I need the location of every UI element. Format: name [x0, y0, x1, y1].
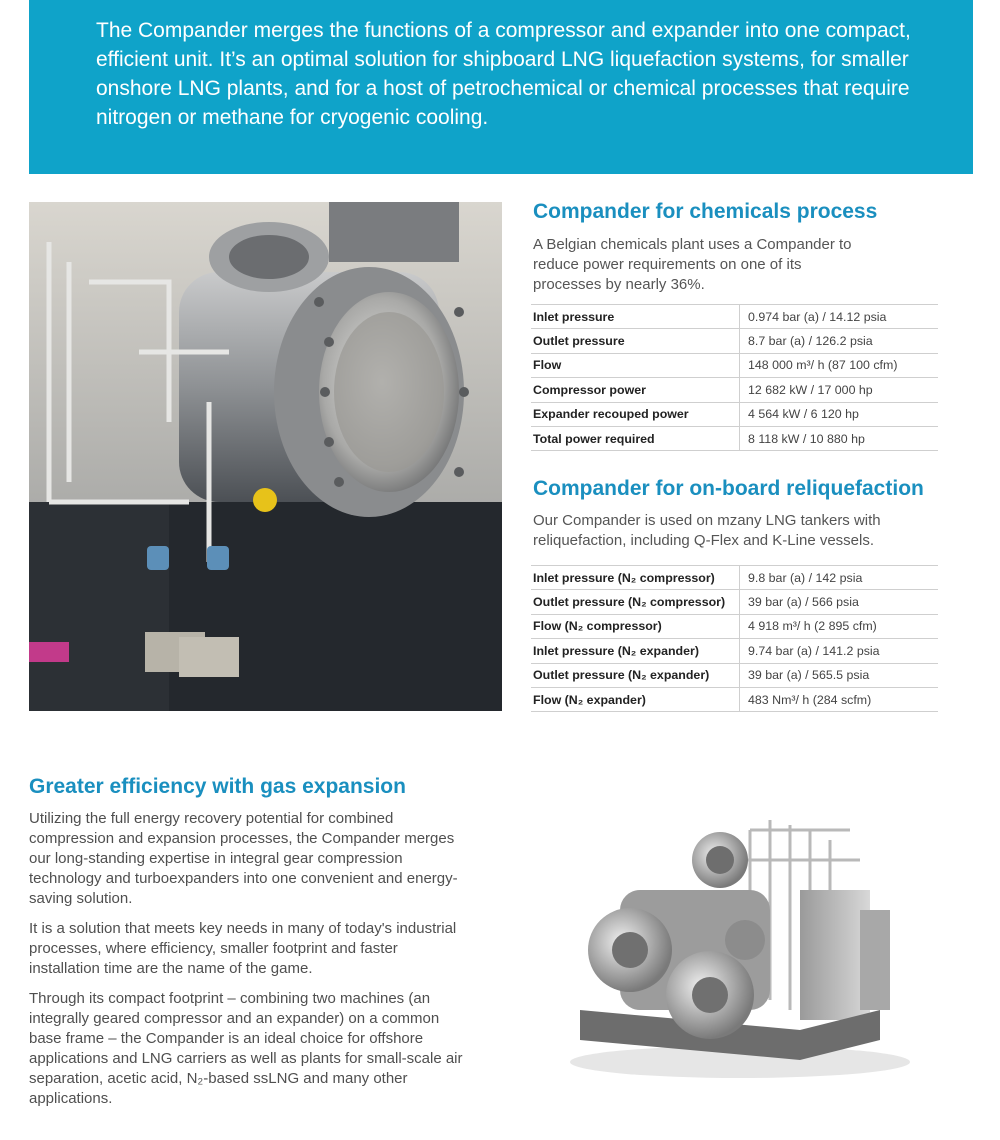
spec-label: Expander recouped power: [531, 402, 740, 426]
compander-render-image: [560, 800, 910, 1080]
spec-label: Inlet pressure: [531, 305, 740, 329]
efficiency-heading: Greater efficiency with gas expansion: [29, 775, 406, 798]
table-row: [531, 590, 938, 614]
onboard-spec-table: [531, 565, 938, 712]
spec-label: Outlet pressure (N₂ compressor): [531, 590, 740, 614]
spec-label: Compressor power: [531, 378, 740, 402]
table-row: [531, 614, 938, 638]
spec-value: 9.74 bar (a) / 141.2 psia: [740, 639, 939, 663]
table-row: [531, 378, 938, 402]
spec-value: 12 682 kW / 17 000 hp: [740, 378, 939, 402]
chemicals-intro: A Belgian chemicals plant uses a Compander to reduce power requirements on one of its processes by nearly 36%.: [533, 236, 852, 293]
spec-value: 39 bar (a) / 565.5 psia: [740, 663, 939, 687]
table-row: [531, 687, 938, 711]
table-row: [531, 402, 938, 426]
banner-text: The Compander merges the functions of a compressor and expander into one compact, efficient unit. It’s an optimal solution for shipboard LNG liquefaction systems, for smaller onshore LNG plants, and for a host of petrochemical or chemical processes that require nitrogen or methane for cryogenic cooling.: [96, 19, 911, 129]
chemicals-heading: Compander for chemicals process: [533, 200, 878, 223]
spec-value: 0.974 bar (a) / 14.12 psia: [740, 305, 939, 329]
spec-label: Total power required: [531, 426, 740, 450]
spec-label: Outlet pressure (N₂ expander): [531, 663, 740, 687]
table-row: [531, 353, 938, 377]
chemicals-spec-table: [531, 304, 938, 451]
spec-value: 8 118 kW / 10 880 hp: [740, 426, 939, 450]
efficiency-paragraph-2: It is a solution that meets key needs in many of today's industrial processes, where efficiency, smaller footprint and faster installation time are the name of the game.: [29, 920, 457, 977]
spec-label: Inlet pressure (N₂ expander): [531, 639, 740, 663]
table-row: [531, 426, 938, 450]
spec-label: Outlet pressure: [531, 329, 740, 353]
spec-label: Flow (N₂ expander): [531, 687, 740, 711]
compander-installation-photo: [29, 202, 502, 711]
spec-label: Inlet pressure (N₂ compressor): [531, 566, 740, 590]
spec-value: 4 918 m³/ h (2 895 cfm): [740, 614, 939, 638]
spec-label: Flow (N₂ compressor): [531, 614, 740, 638]
onboard-intro: Our Compander is used on mzany LNG tankers with reliquefaction, including Q-Flex and K-Line vessels.: [533, 512, 881, 549]
spec-label: Flow: [531, 353, 740, 377]
table-row: [531, 566, 938, 590]
spec-value: 4 564 kW / 6 120 hp: [740, 402, 939, 426]
onboard-heading: Compander for on-board reliquefaction: [533, 477, 924, 500]
efficiency-paragraph-3: Through its compact footprint – combining two machines (an integrally geared compressor and an expander) on a common base frame – the Compander is an ideal choice for offshore applications and LNG carriers as well as plants for small-scale air separation, acetic acid, N₂-based ssLNG and many other applications.: [29, 990, 463, 1107]
table-row: [531, 329, 938, 353]
efficiency-paragraph-1: Utilizing the full energy recovery potential for combined compression and expansion processes, the Compander merges our long-standing expertise in integral gear compression technology and turboexpanders into one convenient and energy-saving solution.: [29, 810, 458, 907]
table-row: [531, 639, 938, 663]
table-row: [531, 663, 938, 687]
spec-value: 9.8 bar (a) / 142 psia: [740, 566, 939, 590]
spec-value: 483 Nm³/ h (284 scfm): [740, 687, 939, 711]
spec-value: 39 bar (a) / 566 psia: [740, 590, 939, 614]
intro-banner: [29, 0, 973, 174]
spec-value: 148 000 m³/ h (87 100 cfm): [740, 353, 939, 377]
spec-value: 8.7 bar (a) / 126.2 psia: [740, 329, 939, 353]
table-row: [531, 305, 938, 329]
